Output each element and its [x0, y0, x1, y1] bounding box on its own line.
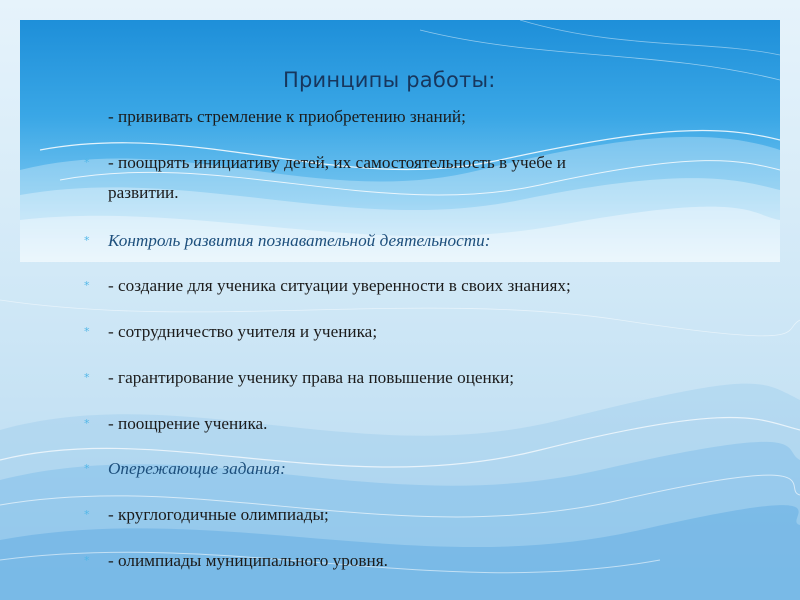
bullet-icon: * — [84, 234, 90, 247]
bullet-icon: * — [84, 554, 90, 567]
band-waves-decoration — [20, 20, 780, 262]
bullet-icon: * — [84, 325, 90, 338]
list-item-heading — [84, 227, 491, 254]
list-item-text: Опережающие задания: — [108, 459, 286, 478]
list-item-text: - создание для ученика ситуации уверенности в своих знаниях; — [108, 276, 571, 295]
list-item-text: - олимпиады муниципального уровня. — [108, 551, 388, 570]
list-item-text: развитии. — [108, 183, 179, 202]
list-item-text: - гарантирование ученику права на повышение оценки; — [108, 368, 515, 387]
list-item-text: - поощрять инициативу детей, их самостоятельность в учебе и — [108, 153, 566, 172]
list-item — [84, 149, 566, 176]
list-item — [84, 272, 571, 299]
list-item-continuation — [84, 179, 179, 206]
list-item — [84, 410, 267, 437]
list-item-text: - сотрудничество учителя и ученика; — [108, 322, 378, 341]
list-item — [84, 501, 329, 528]
list-item-heading — [84, 455, 286, 482]
list-item-text: - прививать стремление к приобретению знаний; — [108, 107, 466, 126]
list-item-text: - круглогодичные олимпиады; — [108, 505, 329, 524]
list-item — [84, 103, 466, 130]
bullet-icon: * — [84, 462, 90, 475]
bullet-icon: * — [84, 371, 90, 384]
title-band — [20, 20, 780, 262]
slide-title: Принципы работы: — [283, 68, 496, 92]
bullet-icon: * — [84, 279, 90, 292]
bullet-icon: * — [84, 508, 90, 521]
list-item-text: Контроль развития познавательной деятельности: — [108, 231, 491, 250]
list-item — [84, 547, 388, 574]
list-item — [84, 318, 377, 345]
bullet-icon: * — [84, 156, 90, 169]
bullet-icon: * — [84, 417, 90, 430]
list-item-text: - поощрение ученика. — [108, 414, 268, 433]
list-item — [84, 364, 514, 391]
